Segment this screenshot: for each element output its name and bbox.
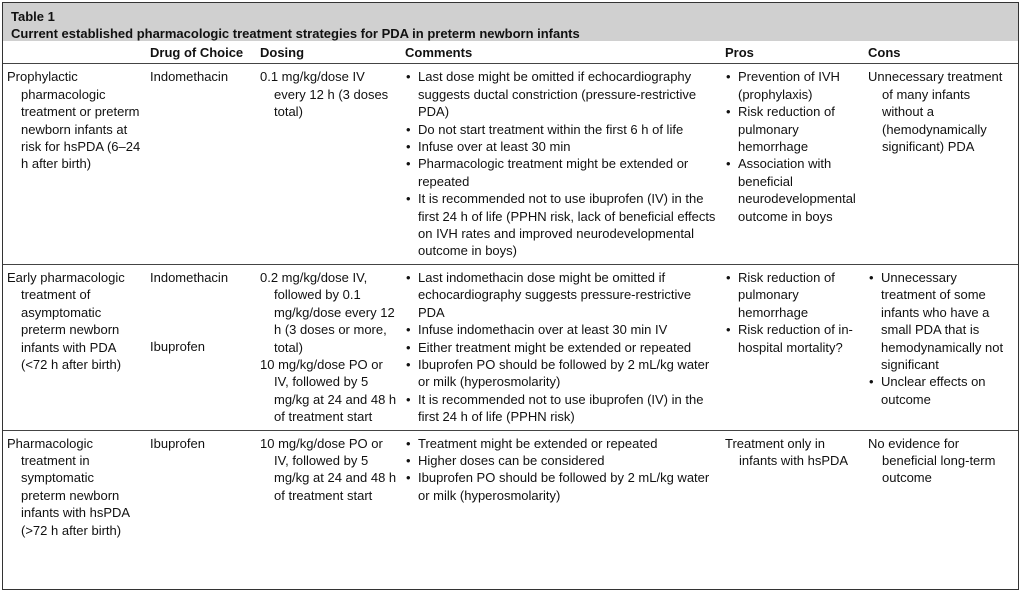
drug-cell (146, 264, 256, 430)
table-row (3, 64, 1018, 264)
table-row (3, 430, 1018, 543)
column-header-comments: Comments (401, 41, 721, 64)
comments-list (405, 269, 717, 426)
column-header-pros: Pros (721, 41, 864, 64)
comments-cell (401, 430, 721, 543)
comments-list (405, 435, 717, 505)
pros-cell (721, 264, 864, 430)
dosing-cell (256, 64, 401, 264)
table-frame (2, 2, 1019, 590)
list-item: • Do not start treatment within the first 6 h of life (405, 121, 717, 138)
drug-name: Indomethacin (150, 269, 229, 285)
drug-name: Indomethacin (150, 69, 229, 85)
list-item: • It is recommended not to use ibuprofen (IV) in the first 24 h of life (PPHN risk, lack of beneficial effects on IVH rates and improved neurodevelopmental outcome in boys) (405, 190, 717, 260)
pros-cell (721, 430, 864, 543)
column-header-strategy (3, 41, 146, 64)
comments-cell (401, 64, 721, 264)
column-header-cons: Cons (864, 41, 1018, 64)
pros-text: Treatment only in infants with hsPDA (725, 435, 849, 468)
list-item: • Prevention of IVH (prophylaxis) (725, 68, 860, 103)
list-item: • Risk reduction of in-hospital mortality? (725, 321, 860, 356)
dosing-text: 10 mg/kg/dose PO or IV, followed by 5 mg/kg at 24 and 48 h of treatment start (260, 356, 397, 425)
column-header-drug: Drug of Choice (146, 41, 256, 64)
list-item: • Association with beneficial neurodevelopmental outcome in boys (725, 155, 860, 225)
list-item: • Ibuprofen PO should be followed by 2 mL/kg water or milk (hyperosmolarity) (405, 356, 717, 391)
drug-cell (146, 430, 256, 543)
list-item: • Ibuprofen PO should be followed by 2 mL/kg water or milk (hyperosmolarity) (405, 469, 717, 504)
cons-cell (864, 64, 1018, 264)
strategy-text: Prophylactic pharmacologic treatment or preterm newborn infants at risk for hsPDA (6–24 h after birth) (7, 69, 141, 172)
table-header (3, 3, 1018, 41)
list-item: • It is recommended not to use ibuprofen (IV) in the first 24 h of life (PPHN risk) (405, 391, 717, 426)
drug-cell (146, 64, 256, 264)
list-item: • Unclear effects on outcome (868, 373, 1014, 408)
pros-list (725, 269, 860, 356)
dosing-text: 0.2 mg/kg/dose IV, followed by 0.1 mg/kg/dose every 12 h (3 doses or more, total) (260, 269, 395, 355)
strategy-text: Early pharmacologic treatment of asymptomatic preterm newborn infants with PDA (<72 h after birth) (7, 269, 125, 372)
list-item: • Last dose might be omitted if echocardiography suggests ductal constriction (pressure-restrictive PDA) (405, 68, 717, 120)
drug-name: Ibuprofen (150, 435, 205, 451)
strategy-cell (3, 64, 146, 264)
cons-cell (864, 264, 1018, 430)
comments-cell (401, 264, 721, 430)
dosing-text: 0.1 mg/kg/dose IV every 12 h (3 doses total) (260, 69, 389, 120)
comments-list (405, 68, 717, 259)
column-header-row (3, 41, 1018, 64)
cons-text: Unnecessary treatment of many infants without a (hemodynamically significant) PDA (868, 69, 1003, 155)
list-item: • Pharmacologic treatment might be extended or repeated (405, 155, 717, 190)
list-item: • Last indomethacin dose might be omitted if echocardiography suggests pressure-restrictive PDA (405, 269, 717, 321)
table-label: Table 1 (11, 9, 55, 24)
strategy-cell (3, 264, 146, 430)
table-caption: Current established pharmacologic treatment strategies for PDA in preterm newborn infants (11, 26, 580, 41)
list-item: • Treatment might be extended or repeated (405, 435, 717, 452)
dosing-cell (256, 430, 401, 543)
drug-name: Ibuprofen (150, 339, 205, 355)
column-header-dosing: Dosing (256, 41, 401, 64)
list-item: • Infuse indomethacin over at least 30 min IV (405, 321, 717, 338)
list-item: • Either treatment might be extended or repeated (405, 339, 717, 356)
list-item: • Risk reduction of pulmonary hemorrhage (725, 103, 860, 155)
cons-text: No evidence for beneficial long-term outcome (868, 435, 996, 486)
dosing-cell (256, 264, 401, 430)
dosing-text: 10 mg/kg/dose PO or IV, followed by 5 mg/kg at 24 and 48 h of treatment start (260, 435, 397, 503)
pros-cell (721, 64, 864, 264)
list-item: • Infuse over at least 30 min (405, 138, 717, 155)
treatment-table (3, 41, 1018, 543)
cons-list (868, 269, 1014, 408)
strategy-text: Pharmacologic treatment in symptomatic preterm newborn infants with hsPDA (>72 h after birth) (7, 435, 130, 538)
list-item: • Unnecessary treatment of some infants who have a small PDA that is hemodynamically not significant (868, 269, 1014, 373)
table-row (3, 264, 1018, 430)
list-item: • Higher doses can be considered (405, 452, 717, 469)
pros-list (725, 68, 860, 225)
list-item: • Risk reduction of pulmonary hemorrhage (725, 269, 860, 321)
strategy-cell (3, 430, 146, 543)
cons-cell (864, 430, 1018, 543)
